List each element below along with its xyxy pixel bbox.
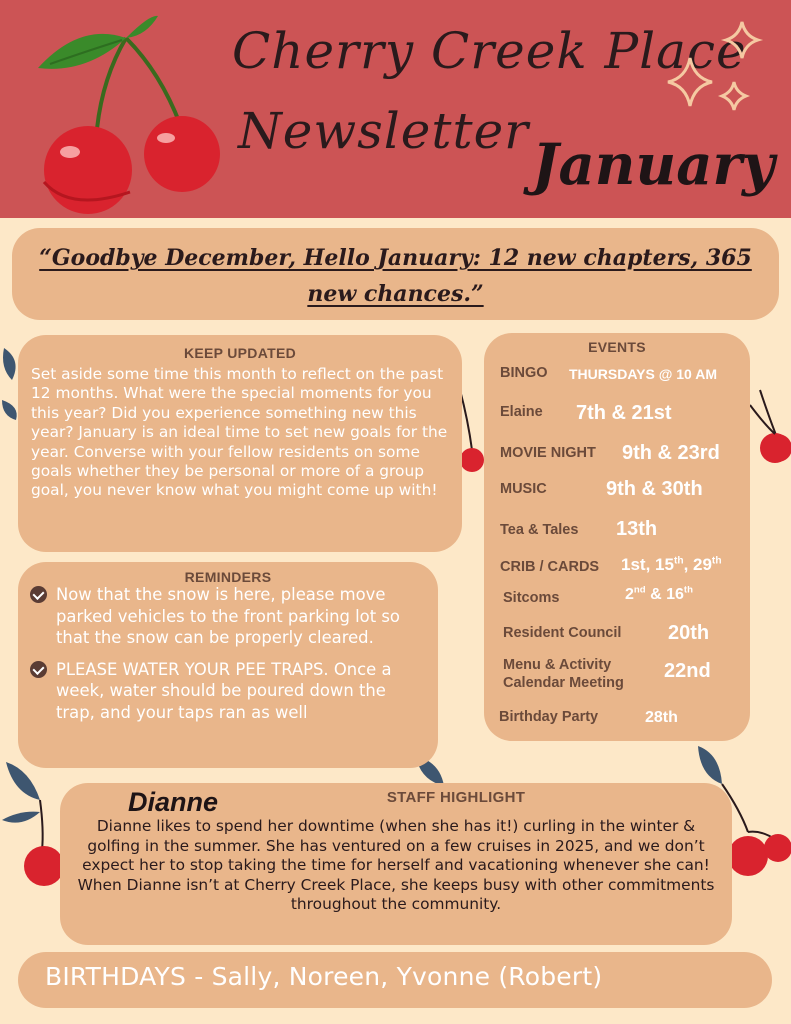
event-label-bingo: BINGO	[500, 365, 548, 381]
event-date-bingo: THURSDAYS @ 10 AM	[569, 366, 717, 382]
event-label-resident-council: Resident Council	[503, 625, 622, 641]
newsletter-title-line1: Cherry Creek Place	[232, 22, 747, 80]
quote-panel	[12, 228, 779, 320]
staff-highlight-heading: STAFF HIGHLIGHT	[386, 789, 526, 806]
list-item	[28, 659, 428, 724]
event-date-menu-activity: 22nd	[664, 660, 711, 682]
event-date-sitcoms: 2nd & 16th	[625, 584, 693, 603]
event-label-menu-activity-line1: Menu & Activity	[503, 657, 612, 673]
event-date-music: 9th & 30th	[606, 478, 703, 500]
event-label-menu-activity-line2: Calendar Meeting	[503, 675, 624, 691]
event-label-birthday-party: Birthday Party	[499, 709, 599, 725]
event-date-crib-cards: 1st, 15th, 29th	[621, 555, 722, 574]
list-item	[28, 584, 428, 649]
event-label-sitcoms: Sitcoms	[503, 590, 560, 606]
event-label-movie-night: MOVIE NIGHT	[500, 445, 596, 461]
keep-updated-body: Set aside some time this month to reflect on the past 12 months. What were the special moments for you this year? Did you experience something new this year? January is an ideal time to set new goals for the year. Converse with your fellow residents on some goals whether they be personal or more of a group goal, you never know what you might come up with!	[31, 365, 448, 500]
check-circle-icon	[30, 661, 47, 678]
reminder-text: Now that the snow is here, please move parked vehicles to the front parking lot so that the snow can be properly cleared.	[56, 585, 400, 648]
event-label-music: MUSIC	[500, 481, 547, 497]
events-panel	[484, 333, 750, 741]
staff-name: Dianne	[128, 787, 219, 817]
check-circle-icon	[30, 586, 47, 603]
staff-highlight-panel	[60, 783, 732, 945]
keep-updated-panel	[18, 335, 462, 552]
month-title: January	[532, 132, 775, 198]
sparkle-icon	[660, 18, 770, 128]
event-label-crib-cards: CRIB / CARDS	[500, 559, 600, 575]
birthdays-text: BIRTHDAYS - Sally, Noreen, Yvonne (Robert)	[45, 962, 603, 991]
cherries-icon	[30, 12, 230, 217]
staff-highlight-body: Dianne likes to spend her downtime (when she has it!) curling in the winter & golfing in the summer. She has ventured on a few cruises in 2025, and we don’t expect her to stop taking the time for herself and vacationing whenever she can! When Dianne isn’t at Cherry Creek Place, she keeps busy with other commitments throughout the community.	[77, 817, 715, 914]
event-date-resident-council: 20th	[668, 622, 710, 644]
keep-updated-heading: KEEP UPDATED	[184, 345, 296, 361]
reminders-heading: REMINDERS	[184, 569, 272, 585]
reminder-text: PLEASE WATER YOUR PEE TRAPS. Once a week, water should be poured down the trap, and your taps ran as well	[56, 659, 392, 722]
newsletter-header	[0, 0, 791, 218]
newsletter-title-line2: Newsletter	[238, 102, 530, 160]
event-date-elaine: 7th & 21st	[576, 402, 672, 424]
birthdays-panel	[18, 952, 772, 1008]
event-label-tea-tales: Tea & Tales	[500, 522, 579, 538]
events-heading: EVENTS	[588, 339, 646, 355]
event-date-movie-night: 9th & 23rd	[622, 442, 720, 464]
event-date-birthday-party: 28th	[645, 709, 678, 726]
reminders-panel	[18, 562, 438, 768]
reminders-list	[28, 584, 428, 734]
event-label-elaine: Elaine	[500, 404, 543, 420]
event-date-tea-tales: 13th	[616, 518, 658, 540]
quote-text: “Goodbye December, Hello January: 12 new chapters, 365 new chances.”	[39, 245, 752, 307]
